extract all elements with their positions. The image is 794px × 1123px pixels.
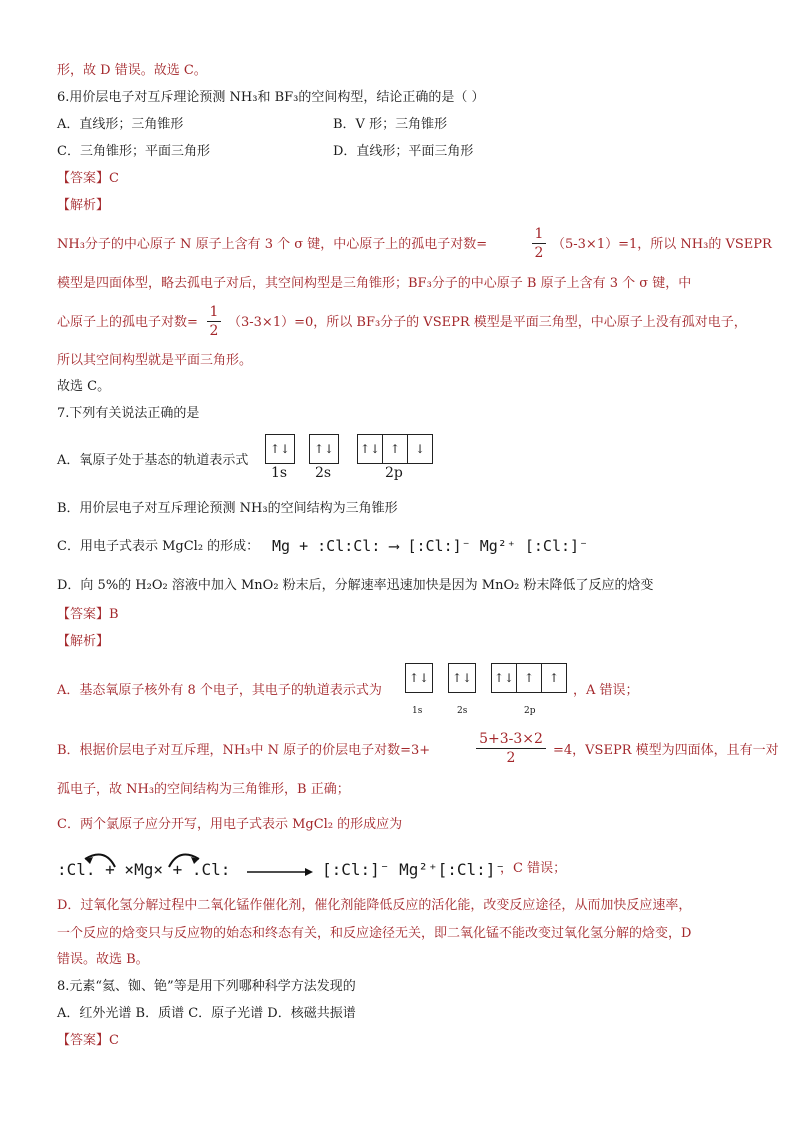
- line-prev-answer: 形，故 D 错误。故选 C。: [57, 63, 207, 78]
- orbital-box-1s: ↑↓: [265, 434, 295, 464]
- fraction-numerator: 5+3-3×2: [479, 731, 543, 747]
- orbital-label-2s: 2s: [315, 465, 332, 481]
- fraction-denominator: 2: [534, 245, 544, 261]
- q7-explain-d-3: 错误。故选 B。: [57, 952, 149, 967]
- fraction-denominator: 2: [209, 323, 219, 339]
- orbital-label-1s: 1s: [271, 465, 288, 481]
- orbital-box-2p-2: ↑: [382, 434, 408, 464]
- q7-option-b: B．用价层电子对互斥理论预测 NH₃的空间结构为三角锥形: [57, 501, 398, 516]
- q7-answer: 【答案】B: [57, 607, 119, 622]
- q6-explain-1a: NH₃分子的中心原子 N 原子上含有 3 个 σ 键，中心原子上的孤电子对数=: [57, 237, 488, 252]
- q6-explain-5: 故选 C。: [57, 379, 111, 394]
- electron-formula-formation: [57, 845, 577, 890]
- q6-answer: 【答案】C: [57, 171, 119, 186]
- orbital-box-2s: ↑↓: [448, 663, 476, 693]
- q7-explain-b-2: =4，VSEPR 模型为四面体，且有一对: [553, 743, 779, 758]
- q7-explain-d-1: D．过氧化氢分解过程中二氧化锰作催化剂，催化剂能降低反应的活化能，改变反应途径，从而加快反应速率，: [57, 898, 692, 913]
- q7-explain-c-1: C．两个氯原子应分开写，用电子式表示 MgCl₂ 的形成应为: [57, 817, 403, 832]
- orbital-box-1s: ↑↓: [405, 663, 433, 693]
- q6-option-a: A．直线形；三角锥形: [57, 117, 184, 132]
- fraction-denominator: 2: [506, 750, 516, 766]
- fraction-half-2: [207, 304, 221, 339]
- orbital-box-2p-3: ↓: [407, 434, 433, 464]
- orbital-label-2s: 2s: [457, 706, 468, 716]
- orbital-box-2p-1: ↑↓: [491, 663, 517, 693]
- fraction-numerator: 1: [209, 304, 219, 320]
- q6-explain-4: 所以其空间构型就是平面三角形。: [57, 353, 253, 368]
- q7-explain-b-1: B．根据价层电子对互斥理，NH₃中 N 原子的价层电子对数=3+: [57, 743, 431, 758]
- q6-option-b: B．V 形；三角锥形: [333, 117, 448, 132]
- fraction-vsepr: [476, 731, 546, 766]
- q6-option-d: D．直线形；平面三角形: [333, 144, 474, 159]
- q7-option-a: A．氧原子处于基态的轨道表示式: [57, 453, 249, 468]
- q6-explain-3a: 心原子上的孤电子对数=: [57, 315, 198, 330]
- orbital-box-2p-3: ↑: [541, 663, 567, 693]
- orbital-diagram-answer: [405, 663, 575, 718]
- question-6: 6.用价层电子对互斥理论预测 NH₃和 BF₃的空间构型，结论正确的是（ ）: [57, 90, 485, 105]
- orbital-diagram-question: [265, 434, 445, 486]
- q6-option-c: C．三角锥形；平面三角形: [57, 144, 210, 159]
- q8-answer: 【答案】C: [57, 1033, 119, 1048]
- equation-products: [:Cl:]⁻ Mg²⁺[:Cl:]⁻: [322, 860, 506, 879]
- equation-reactants: :Cl. + ×Mg× + .Cl:: [57, 860, 231, 879]
- q6-analysis-heading: 【解析】: [57, 198, 110, 213]
- q7-option-d: D．向 5%的 H₂O₂ 溶液中加入 MnO₂ 粉末后，分解速率迅速加快是因为 MnO₂ 粉末降低了反应的焓变: [57, 578, 654, 593]
- q7-explain-c-2: ，C 错误；: [500, 861, 567, 876]
- question-7: 7.下列有关说法正确的是: [57, 406, 200, 421]
- orbital-box-2s: ↑↓: [309, 434, 339, 464]
- q7-explain-a-1: A．基态氧原子核外有 8 个电子，其电子的轨道表示式为: [57, 683, 382, 698]
- q7-option-c: C．用电子式表示 MgCl₂ 的形成：: [57, 539, 260, 554]
- fraction-half-1: [532, 226, 546, 261]
- q7-explain-d-2: 一个反应的焓变只与反应物的始态和终态有关，和反应途径无关，即二氧化锰不能改变过氧化氢分解的焓变，D: [57, 926, 692, 941]
- q6-explain-2: 模型是四面体型，略去孤电子对后，其空间构型是三角锥形；BF₃分子的中心原子 B 原子上含有 3 个 σ 键，中: [57, 276, 692, 291]
- q7-explain-a-2: ，A 错误；: [573, 683, 639, 698]
- q6-explain-1b: （5-3×1）=1，所以 NH₃的 VSEPR: [552, 237, 772, 252]
- q8-options: A．红外光谱 B．质谱 C．原子光谱 D．核磁共振谱: [57, 1006, 356, 1021]
- orbital-label-2p: 2p: [385, 465, 403, 481]
- q7-explain-b-3: 孤电子，故 NH₃的空间结构为三角锥形，B 正确；: [57, 782, 350, 797]
- orbital-label-2p: 2p: [524, 706, 536, 716]
- fraction-numerator: 1: [534, 226, 544, 242]
- orbital-box-2p-1: ↑↓: [357, 434, 383, 464]
- q7-analysis-heading: 【解析】: [57, 634, 110, 649]
- orbital-label-1s: 1s: [412, 706, 423, 716]
- q6-explain-3b: （3-3×1）=0，所以 BF₃分子的 VSEPR 模型是平面三角型，中心原子上没有孤对电子，: [228, 315, 747, 330]
- question-8: 8.元素“氦、铷、铯”等是用下列哪种科学方法发现的: [57, 979, 356, 994]
- orbital-box-2p-2: ↑: [516, 663, 542, 693]
- q7c-electron-equation: Mg + :Cl:Cl: ⟶ [:Cl:]⁻ Mg²⁺ [:Cl:]⁻: [272, 537, 589, 555]
